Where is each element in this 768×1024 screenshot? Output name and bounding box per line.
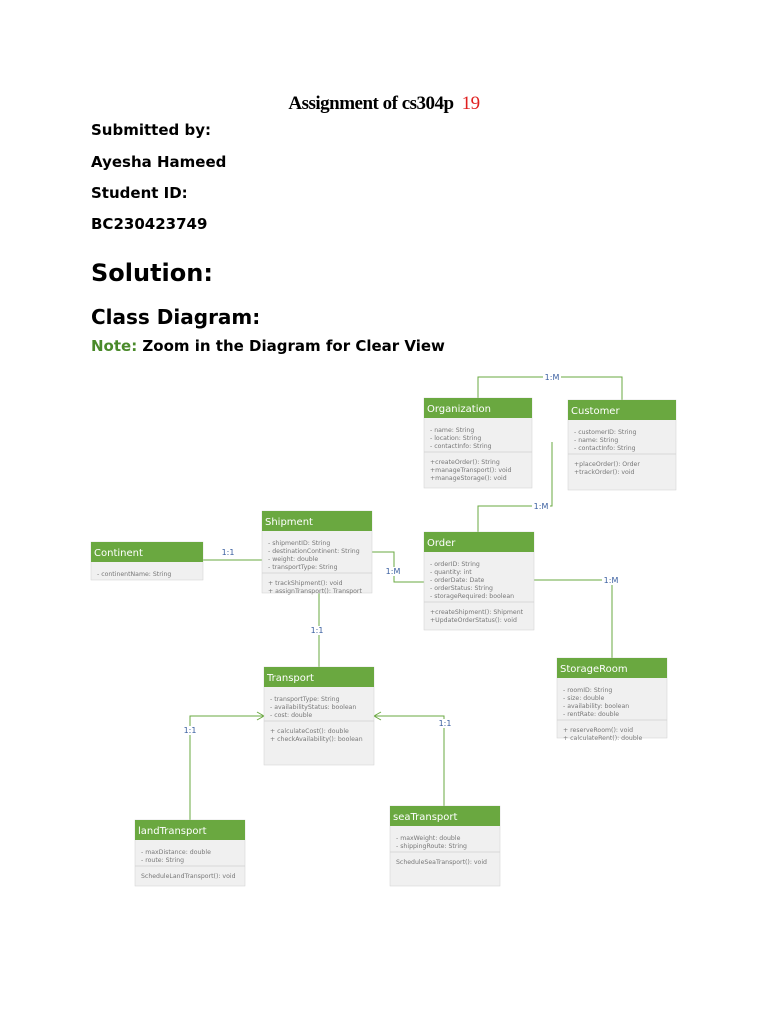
class-organization [424,398,532,488]
class-method: ScheduleLandTransport(): void [141,873,236,880]
submitted-by-label: Submitted by: [91,121,211,139]
class-name: StorageRoom [560,664,628,675]
class-attribute: - contactInfo: String [574,445,636,452]
class-method: +UpdateOrderStatus(): void [430,617,517,624]
class-attribute: - storageRequired: boolean [430,593,515,600]
class-attribute: - maxWeight: double [396,835,461,842]
class-method: ScheduleSeaTransport(): void [396,859,487,866]
class-attribute: - customerID: String [574,429,637,436]
class-attribute: - orderID: String [430,561,480,568]
class-name: landTransport [138,826,207,837]
land-transport-line [190,716,264,820]
class-attribute: - transportType: String [270,696,340,703]
class-name: Customer [571,406,620,417]
class-attribute: - continentName: String [97,571,172,578]
multiplicity-customer-order: 1:M [533,502,549,511]
class-attribute: - shippingRoute: String [396,843,467,850]
class-method: +manageTransport(): void [430,467,512,474]
class-attribute: - weight: double [268,556,319,563]
multiplicity-continent-shipment: 1:1 [221,548,235,557]
class-boxes [91,398,676,886]
class-landtransport [135,820,245,886]
class-attribute: - rentRate: double [563,711,620,718]
class-method: + assignTransport(): Transport [268,588,362,595]
student-name: Ayesha Hameed [91,153,227,171]
class-method: +createShipment(): Shipment [430,609,524,616]
class-method: +placeOrder(): Order [574,461,640,468]
class-attribute: - shipmentID: String [268,540,331,547]
class-name: seaTransport [393,812,458,823]
class-name: Transport [267,673,314,684]
student-id-label: Student ID: [91,184,188,202]
note-text: Zoom in the Diagram for Clear View [137,337,445,355]
class-attribute: - availability: boolean [563,703,630,710]
class-attribute: - transportType: String [268,564,338,571]
class-method: + calculateCost(): double [270,728,349,735]
sea-transport-line [374,716,444,806]
multiplicity-labels [181,373,620,735]
class-attribute: - roomID: String [563,687,613,694]
class-attribute: - cost: double [270,712,313,719]
class-method: + checkAvailability(): boolean [270,736,363,743]
class-storageroom [557,658,667,742]
order-storage-line [534,580,612,658]
class-shipment [262,511,372,595]
class-method: +createOrder(): String [430,459,500,466]
class-attribute: - location: String [430,435,482,442]
class-attribute: - route: String [141,857,185,864]
class-attribute: - maxDistance: double [141,849,211,856]
class-name: Order [427,538,456,549]
solution-heading: Solution: [91,259,213,287]
class-diagram-heading: Class Diagram: [91,305,261,329]
class-attribute: - orderStatus: String [430,585,493,592]
class-attribute: - quantity: int [430,569,472,576]
class-attribute: - contactInfo: String [430,443,492,450]
class-attribute: - name: String [574,437,619,444]
class-method: +trackOrder(): void [574,469,635,476]
class-name: Organization [427,404,491,415]
class-attribute: - name: String [430,427,475,434]
multiplicity-shipment-transport: 1:1 [310,626,324,635]
class-attribute: - availabilityStatus: boolean [270,704,357,711]
multiplicity-shipment-order: 1:M [385,567,401,576]
student-id-value: BC230423749 [91,215,208,233]
class-method: +manageStorage(): void [430,475,507,482]
class-customer [568,400,676,490]
multiplicity-transport-land: 1:1 [183,726,197,735]
class-attribute: - orderDate: Date [430,577,485,584]
assignment-number: 19 [461,93,480,114]
multiplicity-transport-sea: 1:1 [438,719,452,728]
class-continent [91,542,203,580]
class-method: + calculateRent(): double [563,735,643,742]
class-attribute: - destinationContinent: String [268,548,360,555]
title-text: Assignment of cs304p [288,93,454,114]
note-label: Note: [91,337,138,355]
class-name: Continent [94,548,143,559]
class-name: Shipment [265,517,313,528]
class-method: + reserveRoom(): void [563,727,634,734]
class-transport [264,667,374,765]
class-seatransport [390,806,500,886]
association-lines [190,377,622,820]
class-order [424,532,534,630]
multiplicity-order-storage: 1:M [603,576,619,585]
multiplicity-org-customer: 1:M [544,373,560,382]
class-method: + trackShipment(): void [268,580,343,587]
class-attribute: - size: double [563,695,605,702]
